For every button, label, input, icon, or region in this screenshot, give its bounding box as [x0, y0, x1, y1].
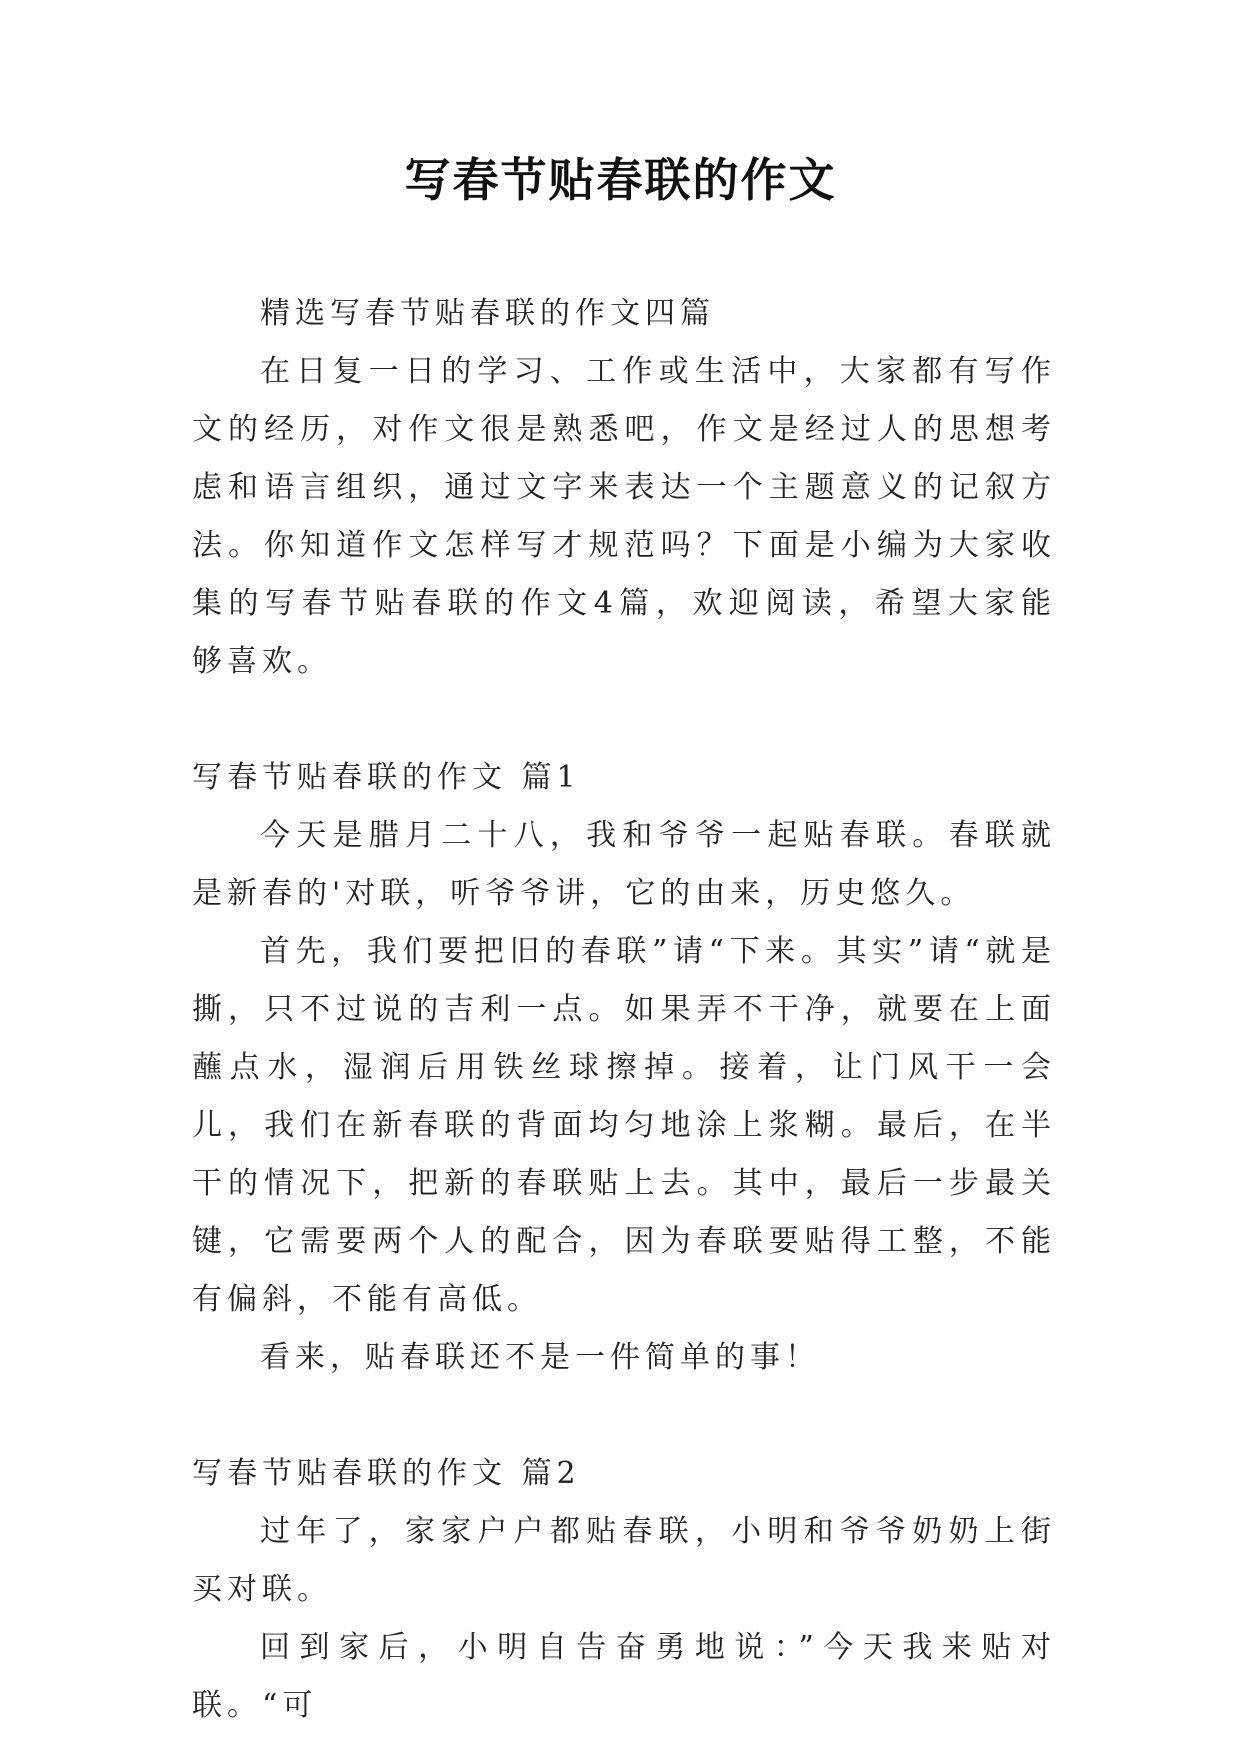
intro-paragraph: 在日复一日的学习、工作或生活中，大家都有写作文的经历，对作文很是熟悉吧，作文是经过人的思想考虑和语言组织，通过文字来表达一个主题意义的记叙方法。你知道作文怎样写才规范吗？下面是小编为大家收集的写春节贴春联的作文4篇，欢迎阅读，希望大家能够喜欢。 — [192, 354, 1056, 679]
section-1-paragraph-1: 今天是腊月二十八，我和爷爷一起贴春联。春联就是新春的'对联，听爷爷讲，它的由来，历史悠久。 — [192, 818, 1056, 911]
section-heading-1: 写春节贴春联的作文 篇1 — [192, 760, 581, 795]
section-1-paragraph-3: 看来，贴春联还不是一件简单的事！ — [260, 1340, 820, 1375]
section-1-paragraph-2: 首先，我们要把旧的春联”请“下来。其实”请“就是撕，只不过说的吉利一点。如果弄不干净，就要在上面蘸点水，湿润后用铁丝球擦掉。接着，让门风干一会儿，我们在新春联的背面均匀地涂上浆糊。最后，在半干的情况下，把新的春联贴上去。其中，最后一步最关键，它需要两个人的配合，因为春联要贴得工整，不能有偏斜，不能有高低。 — [192, 934, 1056, 1317]
section-heading-2: 写春节贴春联的作文 篇2 — [192, 1456, 581, 1491]
section-2-paragraph-1: 过年了，家家户户都贴春联，小明和爷爷奶奶上街买对联。 — [192, 1514, 1056, 1607]
section-2-paragraph-2: 回到家后，小明自告奋勇地说：”今天我来贴对联。“可 — [192, 1630, 1056, 1723]
document-title: 写春节贴春联的作文 — [404, 153, 837, 207]
document-body — [192, 285, 1056, 1735]
intro-label: 精选写春节贴春联的作文四篇 — [260, 296, 715, 331]
